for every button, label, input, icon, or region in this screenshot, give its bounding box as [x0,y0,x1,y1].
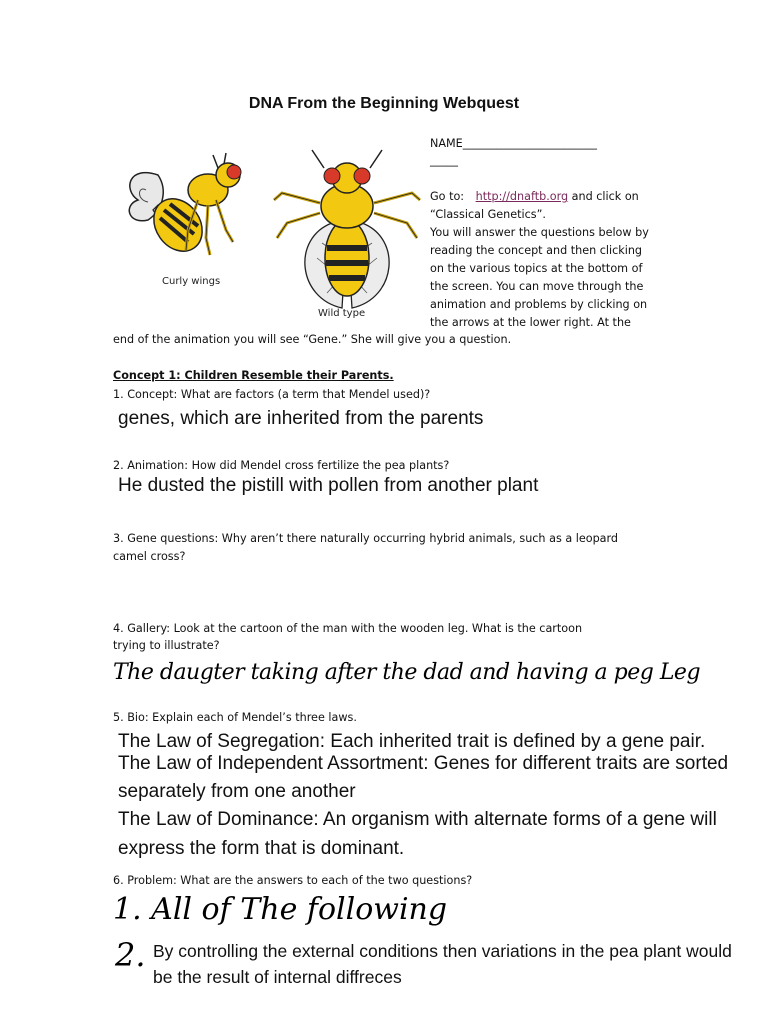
answer-6-part-2-line-2: be the result of internal diffreces [153,967,402,987]
goto-prefix: Go to: [430,190,465,203]
curly-wings-label: Curly wings [162,276,221,287]
wild-type-fly-image [272,148,422,313]
question-4-cont: trying to illustrate? [113,639,220,652]
answer-5-line-3: separately from one another [118,781,356,802]
question-2: 2. Animation: How did Mendel cross fertilize the pea plants? [113,459,450,472]
name-line-continued: _____ [430,154,458,167]
question-3: 3. Gene questions: Why aren’t there naturally occurring hybrid animals, such as a leopard [113,532,619,545]
answer-2: He dusted the pistill with pollen from another plant [118,475,539,496]
intro-line-7: animation and problems by clicking on [430,298,648,311]
curly-wing-fly-image [118,150,253,270]
answer-6-part-2-number: 2. [115,936,146,974]
question-6: 6. Problem: What are the answers to each of the two questions? [113,874,473,887]
intro-line-5: on the various topics at the bottom of [430,262,643,275]
answer-5-line-4: The Law of Dominance: An organism with alternate forms of a gene will [118,809,717,830]
concept-1-heading: Concept 1: Children Resemble their Parents. [113,369,394,382]
answer-4-handwritten: The daugter taking after the dad and having a peg Leg [113,660,701,685]
answer-5-line-5: express the form that is dominant. [118,838,405,859]
answer-6-part-1-handwritten: 1. All of The following [113,892,448,927]
answer-5-line-1: The Law of Segregation: Each inherited trait is defined by a gene pair. [118,731,706,752]
question-3-cont: camel cross? [113,550,186,563]
intro-line-2: “Classical Genetics”. [430,208,546,221]
intro-line-8: the arrows at the lower right. At the [430,316,631,329]
dnaftb-link[interactable]: http://dnaftb.org [475,190,569,203]
answer-1: genes, which are inherited from the parents [118,408,484,429]
answer-6-part-2-line-1: By controlling the external conditions then variations in the pea plant would [153,941,732,961]
name-label: NAME________________________ [430,137,597,150]
question-1: 1. Concept: What are factors (a term that Mendel used)? [113,388,431,401]
question-5: 5. Bio: Explain each of Mendel’s three laws. [113,711,357,724]
answer-5-line-2: The Law of Independent Assortment: Genes for different traits are sorted [118,753,729,774]
intro-line-9: end of the animation you will see “Gene.” She will give you a question. [113,333,512,346]
goto-suffix: and click on [571,190,639,203]
page-title: DNA From the Beginning Webquest [248,95,520,112]
goto-line [430,188,639,206]
intro-line-6: the screen. You can move through the [430,280,644,293]
wild-type-label: Wild type [318,308,366,319]
intro-line-3: You will answer the questions below by [430,226,649,239]
intro-line-4: reading the concept and then clicking [430,244,643,257]
question-4: 4. Gallery: Look at the cartoon of the man with the wooden leg. What is the cartoon [113,622,583,635]
